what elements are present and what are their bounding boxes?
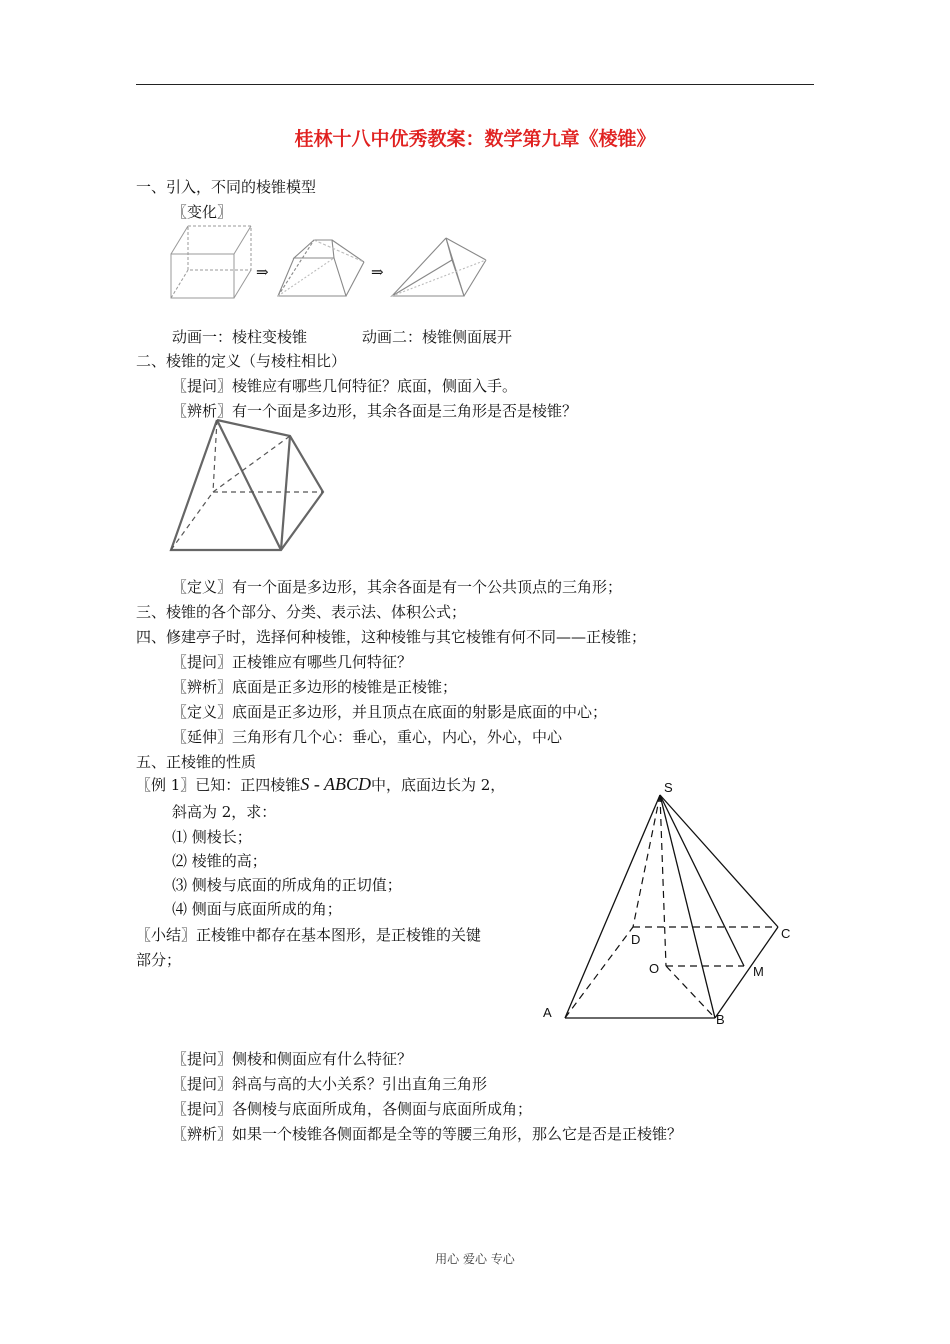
section1-heading: 一、引入，不同的棱锥模型 <box>136 178 317 196</box>
animation-caption-1: 动画一：棱柱变棱锥 <box>172 328 308 346</box>
example-suffix: 中，底面边长为 2， <box>371 776 506 794</box>
page-footer: 用心 爱心 专心 <box>435 1252 515 1266</box>
counterexample-figure <box>165 418 330 558</box>
prism-figure <box>166 222 258 302</box>
section2-heading: 二、棱锥的定义（与棱柱相比） <box>136 352 347 370</box>
question-4: 〖辨析〗如果一个棱锥各侧面都是全等的等腰三角形，那么它是否是正棱锥？ <box>172 1125 683 1143</box>
example-math: S - ABCD <box>300 774 371 794</box>
example-prefix: 〖例 1〗已知：正四棱锥 <box>136 776 301 794</box>
section4-question: 〖提问〗正棱锥应有哪些几何特征？ <box>172 653 413 671</box>
arrow-2: ⇒ <box>371 263 384 281</box>
example-statement <box>136 774 505 795</box>
header-rule <box>136 84 814 85</box>
question-3: 〖提问〗各侧棱与底面所成角，各侧面与底面所成角； <box>172 1100 533 1118</box>
animation-caption-2: 动画二：棱锥侧面展开 <box>362 328 513 346</box>
example-item-4: ⑷ 侧面与底面所成的角； <box>172 900 342 918</box>
section4-definition: 〖定义〗底面是正多边形，并且顶点在底面的射影是底面的中心； <box>172 703 608 721</box>
section4-analysis: 〖辨析〗底面是正多边形的棱锥是正棱锥； <box>172 678 458 696</box>
section2-question: 〖提问〗棱锥应有哪些几何特征？底面，侧面入手。 <box>172 377 518 395</box>
label-o: O <box>649 961 660 976</box>
arrow-1: ⇒ <box>256 263 269 281</box>
question-2: 〖提问〗斜高与高的大小关系？引出直角三角形 <box>172 1075 488 1093</box>
example-item-2: ⑵ 棱锥的高； <box>172 852 267 870</box>
label-c: C <box>781 926 791 941</box>
section4-extension: 〖延伸〗三角形有几个心：垂心，重心，内心，外心，中心 <box>172 728 563 746</box>
example-line2: 斜高为 2，求： <box>172 803 277 821</box>
label-d: D <box>631 932 641 947</box>
change-label: 〖变化〗 <box>172 203 233 221</box>
label-m: M <box>753 964 764 979</box>
section2-definition: 〖定义〗有一个面是多边形，其余各面是有一个公共顶点的三角形； <box>172 578 623 596</box>
section4-heading: 四、修建亭子时，选择何种棱锥，这种棱锥与其它棱锥有何不同——正棱锥； <box>136 628 647 646</box>
pyramid-figure <box>388 234 490 302</box>
document-title: 桂林十八中优秀教案：数学第九章《棱锥》 <box>294 128 656 150</box>
label-s: S <box>664 780 673 795</box>
pyramid-sabcd-figure <box>540 775 800 1030</box>
example-item-3: ⑶ 侧棱与底面的所成角的正切值； <box>172 876 402 894</box>
summary-line-1: 〖小结〗正棱锥中都存在基本图形，是正棱锥的关键 <box>136 926 482 944</box>
label-b: B <box>716 1012 725 1027</box>
section2-analysis: 〖辨析〗有一个面是多边形，其余各面是三角形是否是棱锥？ <box>172 402 578 420</box>
label-a: A <box>543 1005 552 1020</box>
frustum-figure <box>274 232 368 302</box>
section5-heading: 五、正棱锥的性质 <box>136 753 257 771</box>
example-item-1: ⑴ 侧棱长； <box>172 828 252 846</box>
section3-heading: 三、棱锥的各个部分、分类、表示法、体积公式； <box>136 603 467 621</box>
summary-line-2: 部分； <box>136 951 182 969</box>
question-1: 〖提问〗侧棱和侧面应有什么特征？ <box>172 1050 413 1068</box>
